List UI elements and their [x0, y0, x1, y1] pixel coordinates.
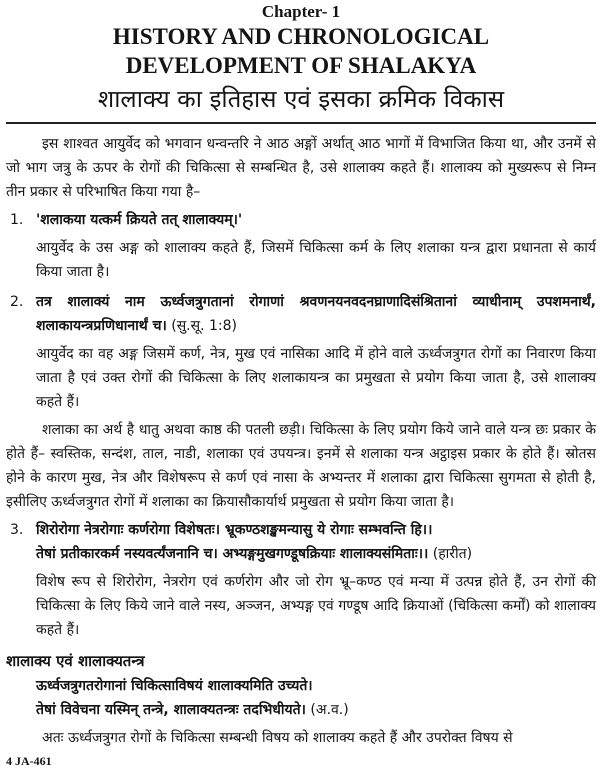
chapter-title-line1: HISTORY AND CHRONOLOGICAL	[112, 24, 490, 49]
shalaka-paragraph: शलाका का अर्थ है धातु अथवा काष्ठ की पतली छड़ी। चिकित्सा के लिए प्रयोग किये जाने वाले यन्त्र छः प्रकार के होते हैं– स्वस्तिक, सन्दंश, ताल, नाडी, शलाका एवं उपयन्त्र। इनमें से शलाका यन्त्र अट्ठाइस प्रकार के होते हैं। स्रोतस होने के कारण मुख, नेत्र और विशेषरूप से कर्ण एवं नासा के अभ्यन्तर में शलाका द्वारा चिकित्सा सुगमता से होती है, इसीलिए ऊर्ध्वजत्रुगत रोगों में शलाका का क्रियासौकार्यार्थ प्रमुखता से प्रयोग किया जाता है।	[6, 422, 596, 510]
item-explanation: आयुर्वेद के उस अङ्ग को शालाक्य कहते हैं, जिसमें चिकित्सा कर्म के लिए शलाका यन्त्र द्वारा प्रधानता से कार्य किया जाता है।	[36, 240, 596, 280]
section-verse-block	[36, 698, 596, 722]
item-source: (सु.सू. 1:8)	[171, 318, 237, 334]
final-paragraph: अतः ऊर्ध्वजत्रुगत रोगों के चिकित्सा सम्बन्धी विषय को शालाक्य कहते हैं और उपरोक्त विषय से	[42, 730, 513, 746]
item-explanation: आयुर्वेद का वह अङ्ग जिसमें कर्ण, नेत्र, मुख एवं नासिका आदि में होने वाले ऊर्ध्वजत्रुगत रोगों का निवारण किया जाता है एवं उक्त रोगों की चिकित्सा के लिए शलाकायन्त्र का प्रमुखता से प्रयोग किया जाता है, उसे शालाक्य कहते हैं।	[36, 346, 596, 410]
section-source: (अ.व.)	[310, 702, 349, 718]
chapter-number: Chapter- 1	[261, 2, 341, 21]
section-verses	[6, 674, 596, 722]
definition-item	[6, 208, 596, 288]
item-verse-2: तेषां प्रतीकारकर्म नस्यवर्त्यंजनानि च। अभ्यङ्गमुखगण्डूषक्रियाः शालाक्यसंमिताः।।	[36, 546, 429, 562]
title-divider	[6, 122, 596, 124]
chapter-title-line2: DEVELOPMENT OF SHALAKYA	[125, 53, 477, 78]
chapter-title-hindi: शालाक्य का इतिहास एवं इसका क्रमिक विकास	[97, 85, 505, 113]
item-source: (हारीत)	[432, 546, 473, 562]
definition-item	[6, 518, 596, 646]
section-heading: शालाक्य एवं शालाक्यतन्त्र	[6, 652, 145, 670]
section-verse-2: तेषां विवेचना यस्मिन् तन्त्रे, शालाक्यतन्त्रः तदभिधीयते।	[36, 702, 306, 718]
item-verse: शिरोरोगा नेत्ररोगाः कर्णरोगा विशेषतः। भ्रूकण्ठशङ्खमन्यासु ये रोगाः सम्भवन्ति हि।।	[36, 522, 433, 538]
item-verse: तत्र शालाक्यं नाम ऊर्ध्वजत्रुगतानां रोगाणां श्रवणनयनवदनघ्राणादिसंश्रितानां व्याधीनाम् उपशमनार्थं, शलाकायन्त्रप्रणिधानार्थं च।	[36, 294, 596, 334]
item-number: 2.	[10, 294, 24, 310]
intro-paragraph: इस शाश्वत आयुर्वेद को भगवान धन्वन्तरि ने आठ अङ्गों अर्थात् आठ भागों में विभाजित किया था, और उनमें से जो भाग जत्रु के ऊपर के रोगों की चिकित्सा से सम्बन्धित है, उसे शालाक्य कहते हैं। शालाक्य को मुख्यरूप से निम्न तीन प्रकार से परिभाषित किया गया है–	[6, 136, 596, 200]
item-verse: 'शलाकया यत्कर्म क्रियते तत् शालाक्यम्।'	[36, 212, 243, 228]
item-number: 3.	[10, 522, 24, 538]
item-explanation: विशेष रूप से शिरोरोग, नेत्ररोग एवं कर्णरोग और जो रोग भ्रू–कण्ठ एवं मन्या में उत्पन्न होते हैं, उन रोगों की चिकित्सा के लिए किये जाने वाले नस्य, अञ्जन, अभ्यङ्ग एवं गण्डूष आदि क्रियाओं (चिकित्सा कर्मों) को शालाक्य कहते हैं।	[36, 574, 596, 638]
item-verse-block	[36, 542, 596, 566]
section-verse: ऊर्ध्वजत्रुगतरोगानां चिकित्साविषयं शालाक्यमिति उच्यते।	[36, 678, 313, 694]
definition-item	[6, 290, 596, 418]
item-verse-block	[36, 290, 596, 338]
page-footer-code: 4 JA-461	[6, 754, 52, 768]
item-number: 1.	[10, 212, 24, 228]
